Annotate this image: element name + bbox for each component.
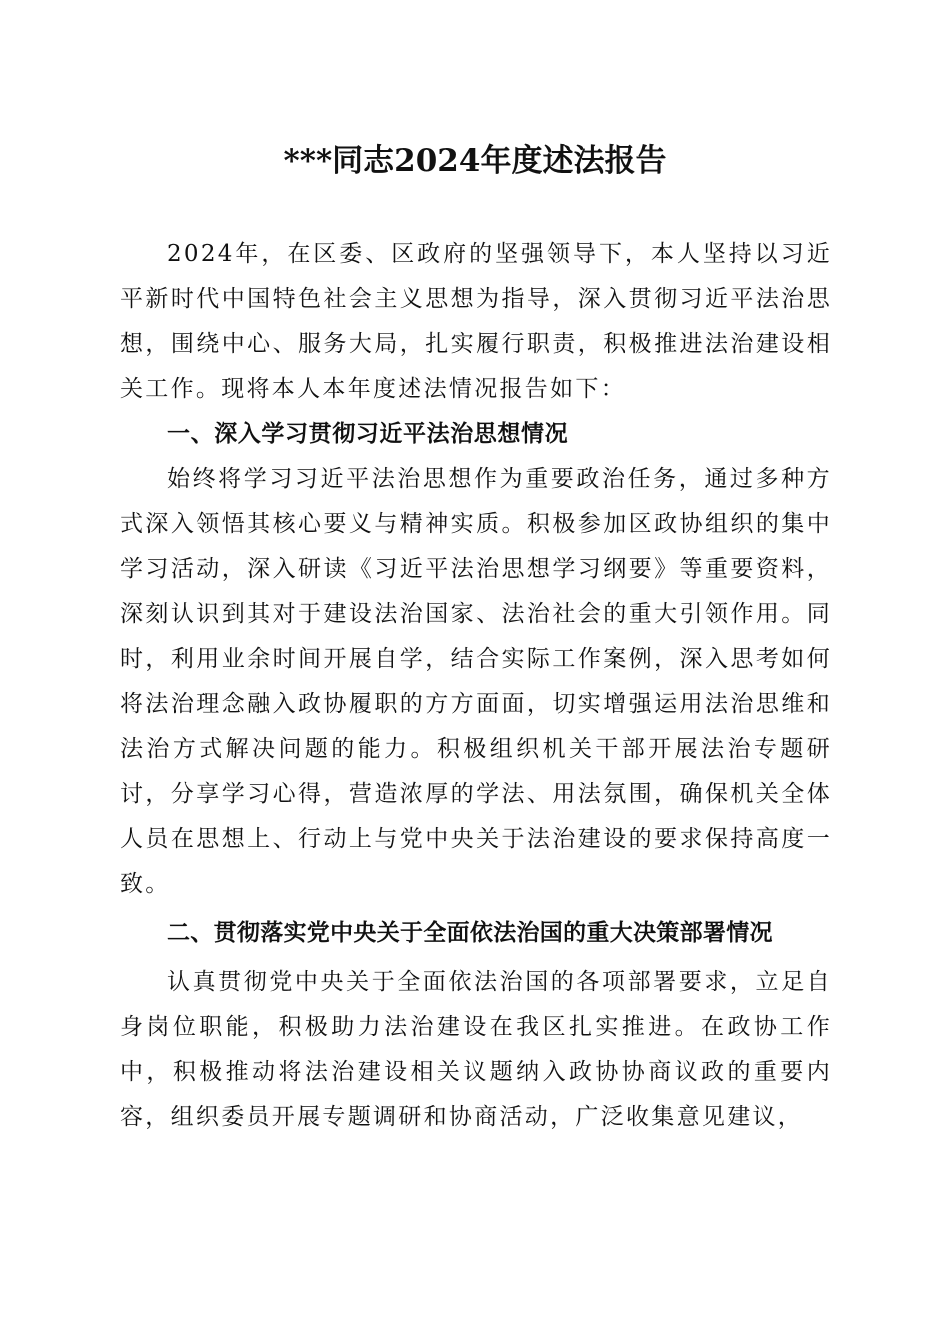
document-title: ***同志2024年度述法报告 (283, 143, 667, 179)
section-heading-2: 二、贯彻落实党中央关于全面依法治国的重大决策部署情况 (167, 920, 773, 946)
intro-paragraph: 2024年，在区委、区政府的坚强领导下，本人坚持以习近平新时代中国特色社会主义思想为指导，深入贯彻习近平法治思想，围绕中心、服务大局，扎实履行职责，积极推进法治建设相关工作。现将本人本年度述法情况报告如下： (120, 241, 832, 402)
section-heading-1: 一、深入学习贯彻习近平法治思想情况 (167, 421, 569, 447)
document-body (120, 232, 832, 1140)
section-paragraph-2: 认真贯彻党中央关于全面依法治国的各项部署要求，立足自身岗位职能，积极助力法治建设在我区扎实推进。在政协工作中，积极推动将法治建设相关议题纳入政协协商议政的重要内容，组织委员开展专题调研和协商活动，广泛收集意见建议， (120, 969, 832, 1130)
section-paragraph-1: 始终将学习习近平法治思想作为重要政治任务，通过多种方式深入领悟其核心要义与精神实质。积极参加区政协组织的集中学习活动，深入研读《习近平法治思想学习纲要》等重要资料，深刻认识到其对于建设法治国家、法治社会的重大引领作用。同时，利用业余时间开展自学，结合实际工作案例，深入思考如何将法治理念融入政协履职的方方面面，切实增强运用法治思维和法治方式解决问题的能力。积极组织机关干部开展法治专题研讨，分享学习心得，营造浓厚的学法、用法氛围，确保机关全体人员在思想上、行动上与党中央关于法治建设的要求保持高度一致。 (120, 466, 832, 897)
